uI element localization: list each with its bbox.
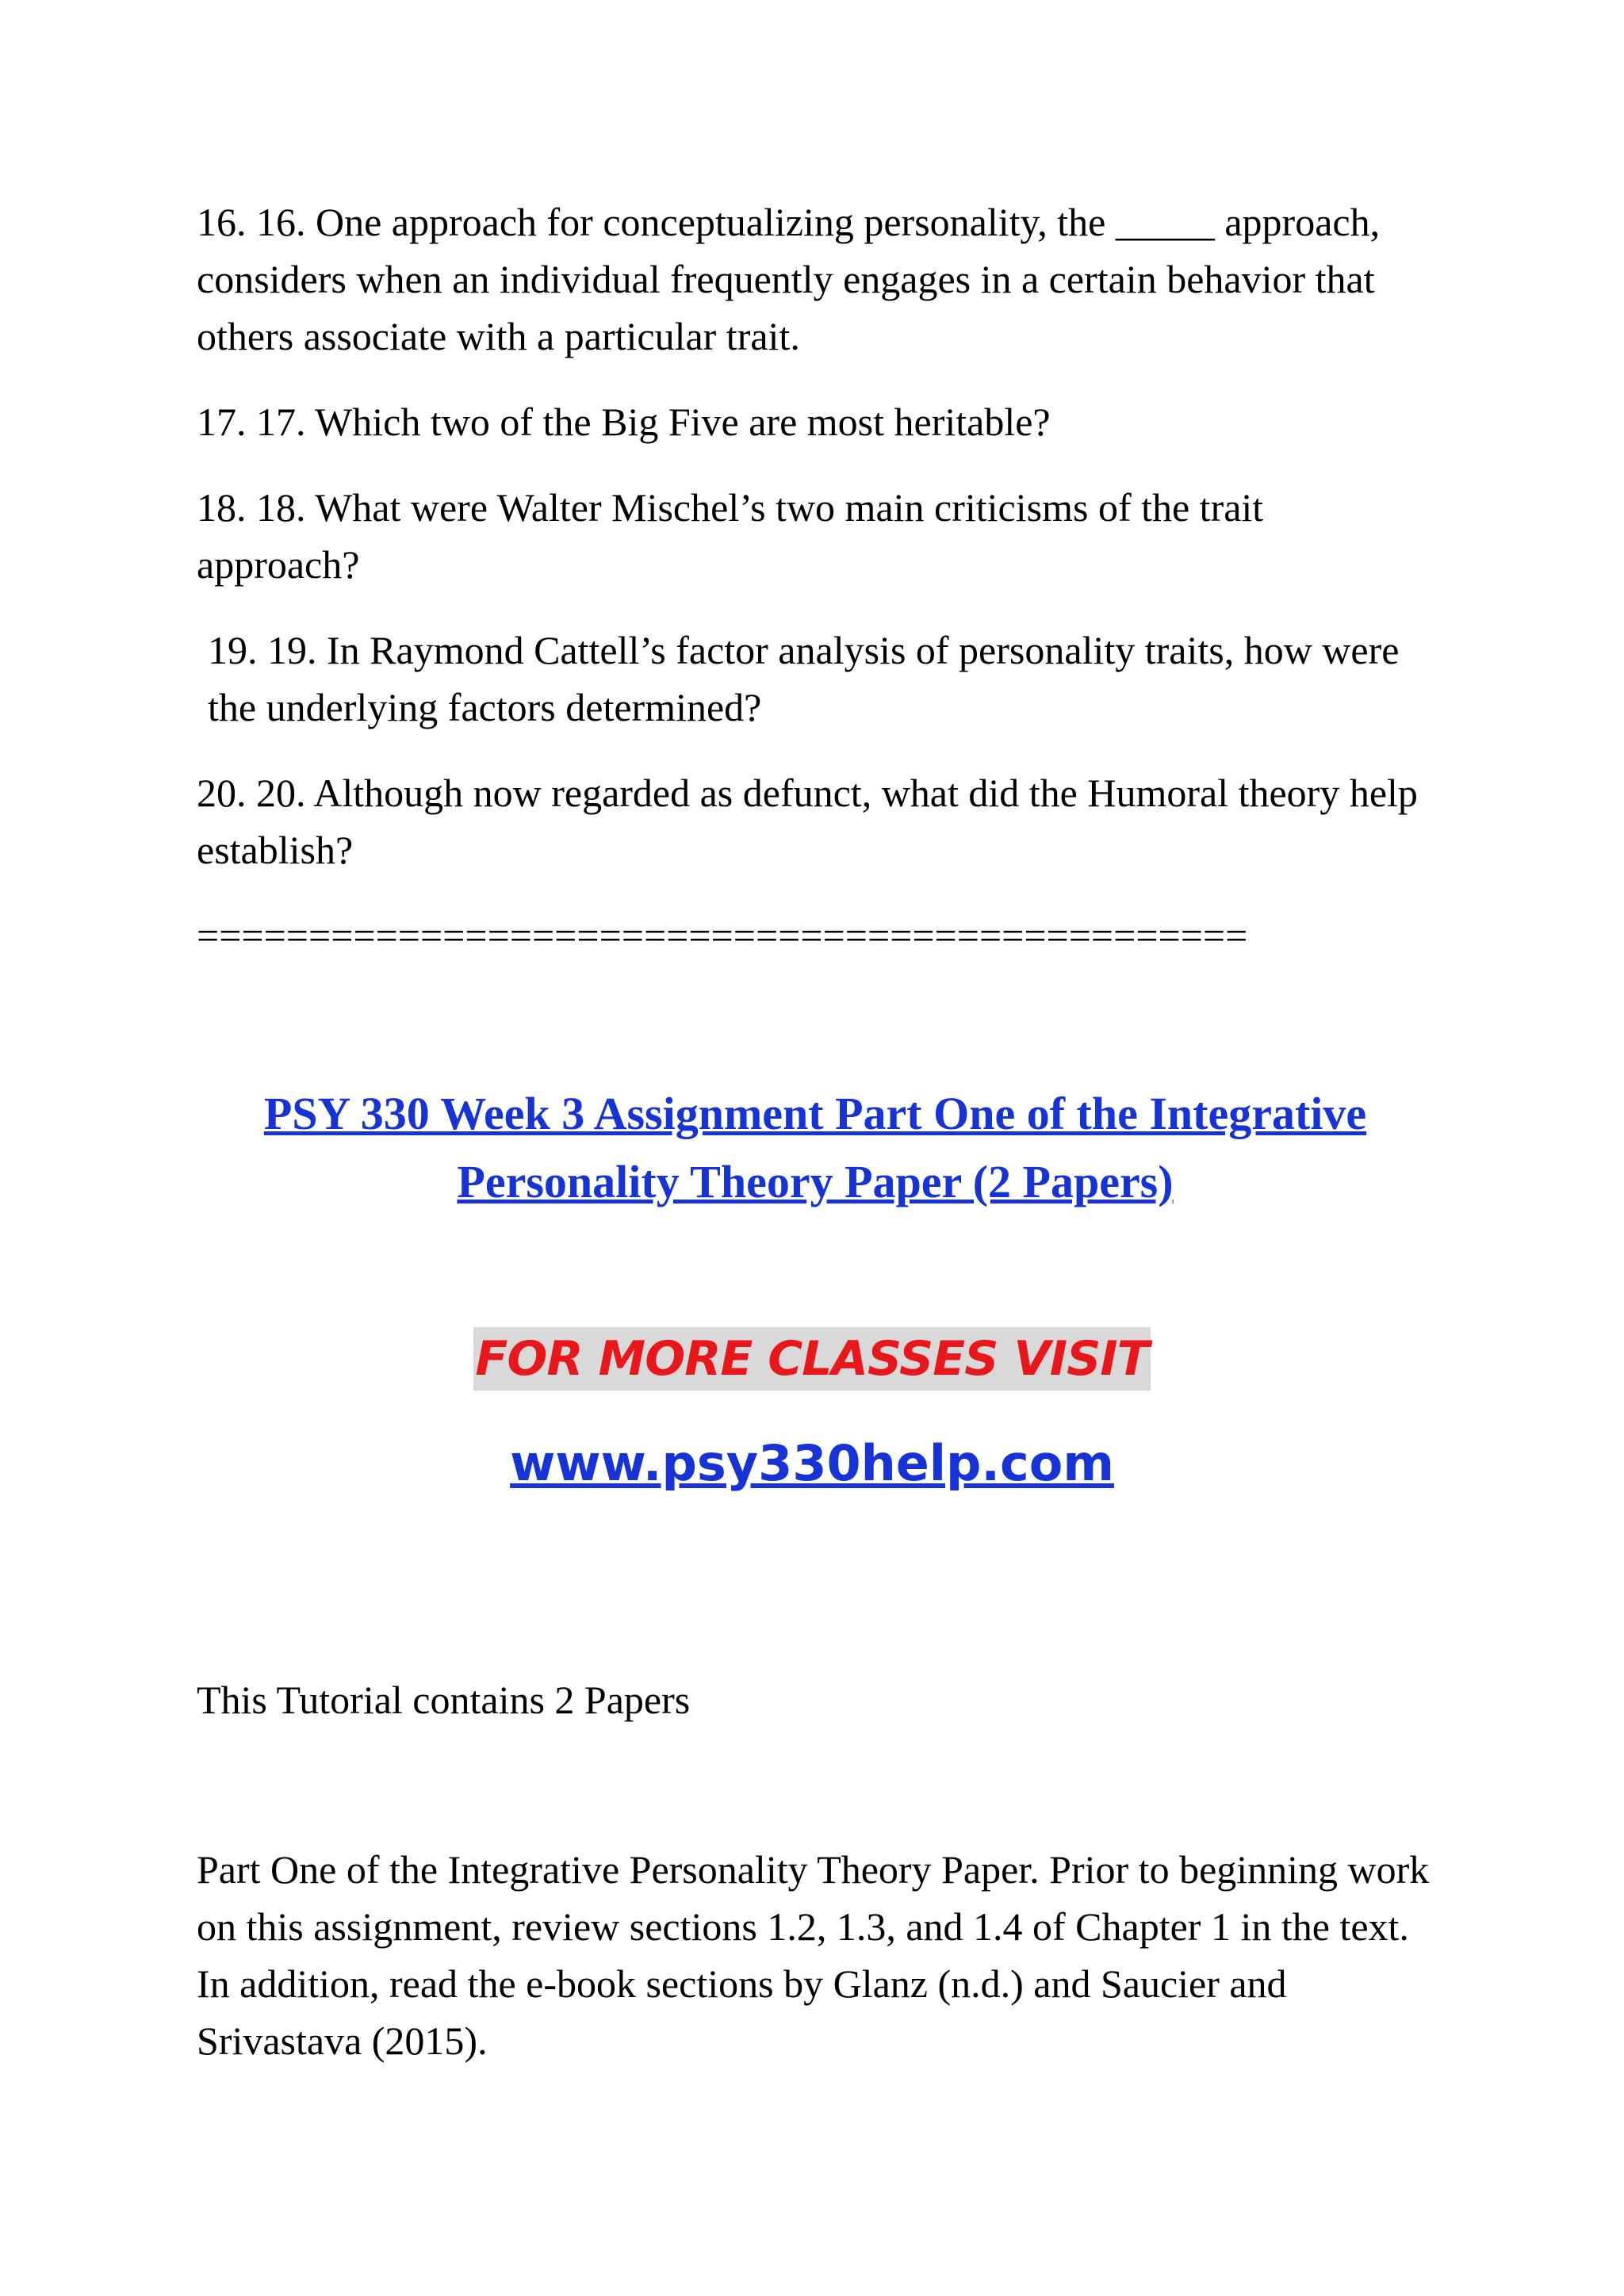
question-16: 16. 16. One approach for conceptualizing personality, the _____ approach, considers when an individual frequently engages in a certain behavior that others associate with a particular trait. <box>197 200 1381 358</box>
question-20: 20. 20. Although now regarded as defunct, what did the Humoral theory help establish? <box>197 771 1418 872</box>
website-link[interactable]: www.psy330help.com <box>510 1434 1114 1492</box>
question-18: 18. 18. What were Walter Mischel’s two main criticisms of the trait approach? <box>197 485 1264 587</box>
promo-text: FOR MORE CLASSES VISIT <box>473 1327 1150 1391</box>
assignment-heading <box>197 1080 1434 1216</box>
assignment-heading-link[interactable]: PSY 330 Week 3 Assignment Part One of the Integrative Personality Theory Paper (2 Papers) <box>263 1088 1367 1207</box>
question-list <box>197 193 1434 964</box>
tutorial-note: This Tutorial contains 2 Papers <box>197 1678 691 1722</box>
body-paragraph: Part One of the Integrative Personality Theory Paper. Prior to beginning work on this assignment, review sections 1.2, 1.3, and 1.4 of Chapter 1 in the text. In addition, read the e-book sections by Glanz (n.d.) and Saucier and Srivastava (2015). <box>197 1847 1430 2063</box>
promo-banner <box>0 1327 1624 1391</box>
website-line <box>0 1432 1624 1495</box>
separator-line: =============================================== <box>197 913 1248 958</box>
question-19: 19. 19. In Raymond Cattell’s factor analysis of personality traits, how were the underlying factors determined? <box>208 628 1400 729</box>
question-17: 17. 17. Which two of the Big Five are most heritable? <box>197 400 1051 444</box>
